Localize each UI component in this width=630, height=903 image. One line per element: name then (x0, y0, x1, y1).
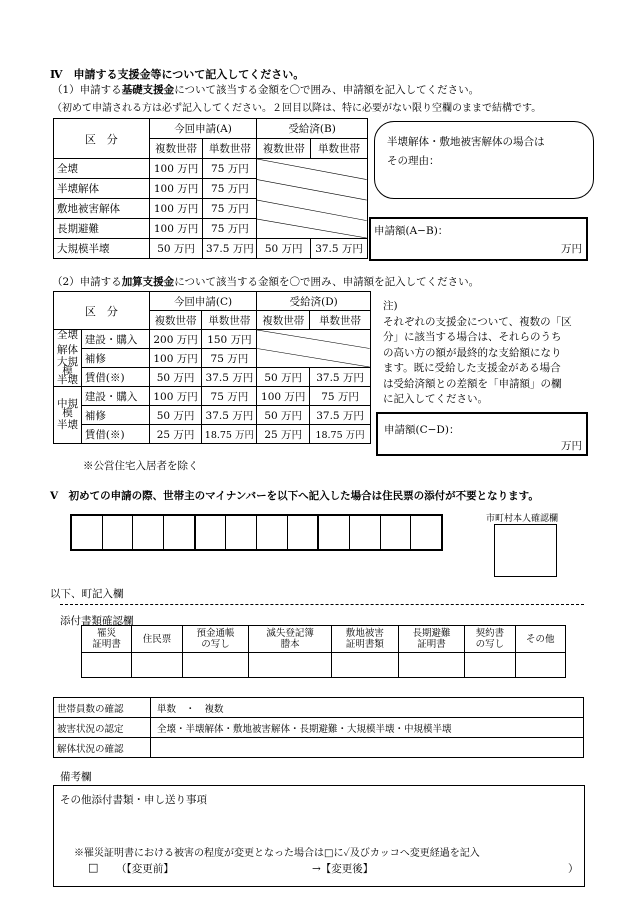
footnote: ※公営住宅入居者を除く (83, 460, 199, 472)
single-header: 単数世帯 (311, 139, 368, 159)
row-label: 建設・購入 (81, 330, 149, 349)
diagonal-blank-cell (257, 330, 371, 368)
amount-cell[interactable]: 75 万円 (202, 349, 257, 368)
amount-cd-label: 申請額(C−D)： (384, 424, 460, 436)
remarks-box[interactable] (53, 785, 585, 887)
attach-col-header: 住民票 (132, 626, 182, 653)
digit-box[interactable] (103, 516, 134, 549)
digit-box[interactable] (133, 516, 164, 549)
amount-cell[interactable]: 100 万円 (149, 349, 202, 368)
digit-box[interactable] (288, 516, 320, 549)
change-checkbox[interactable]: □ (88, 861, 99, 874)
amount-ab-box[interactable] (369, 217, 588, 261)
amount-cell[interactable]: 50 万円 (149, 406, 202, 425)
amount-cell[interactable]: 50 万円 (149, 239, 203, 259)
digit-box[interactable] (196, 516, 227, 549)
row-label: 建設・購入 (81, 387, 149, 406)
multi-header: 複数世帯 (257, 311, 310, 330)
current-header: 今回申請(C) (149, 292, 257, 311)
section4-heading: Ⅳ 申請する支援金等について記入してください。 (50, 68, 305, 81)
amount-cell[interactable]: 37.5 万円 (310, 368, 371, 387)
attach-col-header: 契約書 の写し (465, 626, 515, 653)
received-header: 受給済(D) (257, 292, 371, 311)
note-line: それぞれの支援金について、複数の「区 (383, 315, 572, 328)
after-label: →【変更後】 (312, 863, 374, 875)
reason-line2: その理由： (387, 155, 440, 167)
attach-check-cell[interactable] (82, 653, 132, 678)
amount-cell[interactable]: 37.5 万円 (202, 368, 257, 387)
demolition-label: 解体状況の確認 (54, 738, 151, 758)
attach-check-cell[interactable] (465, 653, 515, 678)
reason-box[interactable] (374, 121, 594, 199)
attach-check-cell[interactable] (515, 653, 565, 678)
digit-box[interactable] (350, 516, 381, 549)
attach-check-cell[interactable] (398, 653, 465, 678)
digit-box[interactable] (411, 516, 441, 549)
amount-cell[interactable]: 50 万円 (257, 406, 310, 425)
attachment-table (81, 625, 566, 678)
row-label: 補修 (81, 349, 149, 368)
note-line: は受給済額との差額を「申請額」の欄 (383, 377, 562, 390)
row-label: 長期避難 (54, 219, 150, 239)
row-label: 全壊 (54, 159, 150, 179)
amount-ab-unit: 万円 (561, 243, 582, 255)
amount-cell[interactable]: 200 万円 (149, 330, 202, 349)
digit-box[interactable] (381, 516, 412, 549)
multi-header: 複数世帯 (149, 311, 202, 330)
digit-box[interactable] (164, 516, 196, 549)
note-line: の高い方の額が最終的な支給額になり (383, 346, 562, 359)
amount-ab-label: 申請額(A−B)： (374, 225, 449, 237)
basic-support-table (53, 118, 368, 259)
remarks-line2: ※罹災証明書における被害の程度が変更となった場合は□に✓及びカッコへ変更経過を記入 (74, 848, 480, 859)
group-label-medium: 中規模 半壊 (54, 387, 82, 444)
amount-cd-box[interactable] (376, 412, 588, 456)
amount-cell[interactable]: 100 万円 (149, 159, 203, 179)
amount-cell[interactable]: 75 万円 (203, 179, 257, 199)
amount-cell[interactable]: 150 万円 (202, 330, 257, 349)
attach-col-header: 預金通帳 の写し (182, 626, 249, 653)
kubun-header: 区 分 (54, 292, 150, 330)
multi-header: 複数世帯 (149, 139, 203, 159)
attach-col-header: 罹災 証明書 (82, 626, 132, 653)
additional-support-table (53, 291, 371, 444)
amount-cell[interactable]: 75 万円 (310, 387, 371, 406)
note-line: に記入してください。 (383, 393, 488, 405)
current-header: 今回申請(A) (149, 119, 257, 139)
amount-cell[interactable]: 50 万円 (149, 368, 202, 387)
attach-check-cell[interactable] (132, 653, 182, 678)
office-title: 以下、町記入欄 (50, 588, 124, 600)
dashed-divider (60, 604, 584, 605)
amount-cd-unit: 万円 (561, 440, 582, 452)
attach-col-header: 長期避難 証明書 (398, 626, 465, 653)
before-label: （【変更前】 (116, 863, 174, 875)
attach-col-header: その他 (515, 626, 565, 653)
amount-cell[interactable]: 37.5 万円 (310, 406, 371, 425)
digit-box[interactable] (319, 516, 350, 549)
amount-cell[interactable]: 18.75 万円 (202, 425, 257, 444)
amount-cell[interactable]: 75 万円 (202, 387, 257, 406)
row-label: 補修 (81, 406, 149, 425)
amount-cell[interactable]: 75 万円 (203, 159, 257, 179)
attach-check-cell[interactable] (182, 653, 249, 678)
demolition-value[interactable] (151, 738, 584, 758)
status-table (53, 697, 584, 758)
row-label: 大規模半壊 (54, 239, 150, 259)
note-line: ます。既に受給した支援金がある場合 (383, 362, 561, 374)
note-title: 注) (383, 300, 398, 312)
amount-cell[interactable]: 18.75 万円 (310, 425, 371, 444)
amount-cell[interactable]: 25 万円 (257, 425, 310, 444)
amount-cell[interactable]: 37.5 万円 (202, 406, 257, 425)
kubun-header: 区 分 (54, 119, 150, 159)
digit-box[interactable] (72, 516, 103, 549)
remarks-title: 備考欄 (60, 771, 92, 783)
diagonal-blank-cell (257, 159, 368, 239)
damage-label: 被害状況の認定 (54, 718, 151, 738)
amount-cell[interactable]: 37.5 万円 (311, 239, 368, 259)
amount-cell[interactable]: 100 万円 (149, 199, 203, 219)
amount-cell[interactable]: 50 万円 (257, 239, 311, 259)
attach-check-cell[interactable] (249, 653, 332, 678)
row-label: 賃借(※) (81, 425, 149, 444)
group-label-major: 全壊 解体 大規模 半壊 (54, 330, 82, 387)
note-line: 分」に該当する場合は、それらのうち (383, 331, 562, 343)
household-label: 世帯員数の確認 (54, 698, 151, 718)
confirm-label: 市町村本人確認欄 (486, 514, 559, 524)
amount-cell[interactable]: 50 万円 (257, 368, 310, 387)
amount-cell[interactable]: 100 万円 (149, 219, 203, 239)
amount-cell[interactable]: 100 万円 (149, 179, 203, 199)
basic-note: （初めて申請される方は必ず記入してください。２回目以降は、特に必要がない限り空欄のままで結構です。 (52, 103, 542, 114)
add-intro: （2）申請する加算支援金について該当する金額を〇で囲み、申請額を記入してください。 (52, 276, 480, 288)
row-label: 半壊解体 (54, 179, 150, 199)
remarks-line1: その他添付書類・申し送り事項 (60, 794, 207, 806)
confirm-box[interactable] (494, 524, 557, 577)
household-value[interactable]: 単数 ・ 複数 (151, 698, 584, 718)
amount-cell[interactable]: 100 万円 (257, 387, 310, 406)
amount-cell[interactable]: 75 万円 (203, 219, 257, 239)
row-label: 敷地被害解体 (54, 199, 150, 219)
single-header: 単数世帯 (203, 139, 257, 159)
single-header: 単数世帯 (202, 311, 257, 330)
attach-check-cell[interactable] (332, 653, 399, 678)
amount-cell[interactable]: 37.5 万円 (203, 239, 257, 259)
basic-intro: （1）申請する基礎支援金について該当する金額を〇で囲み、申請額を記入してください。 (52, 84, 480, 96)
row-label: 賃借(※) (81, 368, 149, 387)
amount-cell[interactable]: 25 万円 (149, 425, 202, 444)
close-paren: ） (568, 863, 579, 875)
digit-box[interactable] (226, 516, 257, 549)
attach-title: 添付書類確認欄 (60, 615, 134, 627)
section5-heading: Ⅴ 初めての申請の際、世帯主のマイナンバーを以下へ記入した場合は住民票の添付が不要となります。 (50, 490, 539, 502)
damage-value[interactable]: 全壊・半壊解体・敷地被害解体・長期避難・大規模半壊・中規模半壊 (151, 718, 584, 738)
multi-header: 複数世帯 (257, 139, 311, 159)
amount-cell[interactable]: 100 万円 (149, 387, 202, 406)
my-number-input[interactable] (70, 514, 443, 551)
received-header: 受給済(B) (257, 119, 368, 139)
attach-col-header: 敷地被害 証明書類 (332, 626, 399, 653)
single-header: 単数世帯 (310, 311, 371, 330)
reason-line1: 半壊解体・敷地被害解体の場合は (387, 136, 545, 148)
amount-cell[interactable]: 75 万円 (203, 199, 257, 219)
digit-box[interactable] (257, 516, 288, 549)
attach-col-header: 滅失登記簿 謄本 (249, 626, 332, 653)
note-block (383, 299, 593, 408)
